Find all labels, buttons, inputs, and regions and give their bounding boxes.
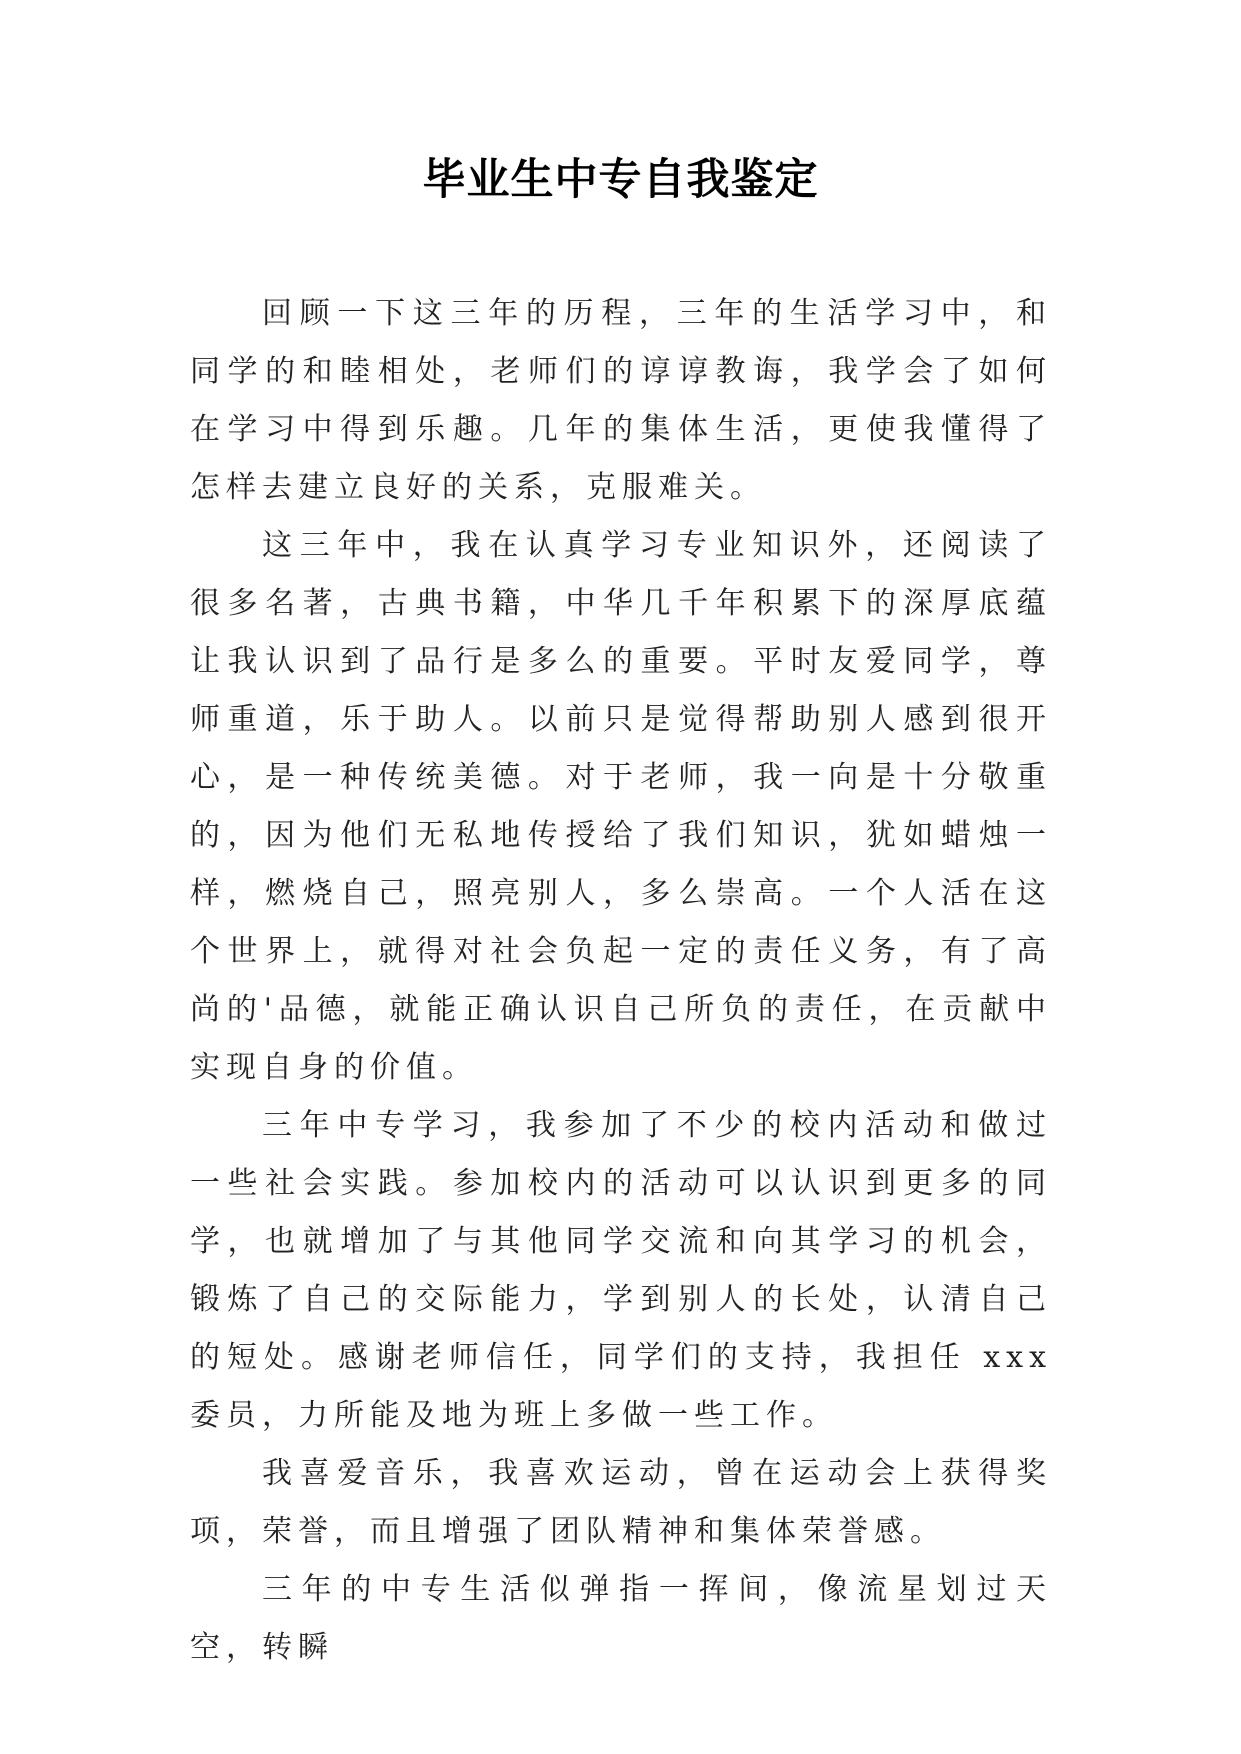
paragraph-4: 我喜爱音乐，我喜欢运动，曾在运动会上获得奖项，荣誉，而且增强了团队精神和集体荣誉感。 bbox=[190, 1456, 1052, 1549]
document-body bbox=[190, 285, 1052, 1677]
paragraph-3: 三年中专学习，我参加了不少的校内活动和做过一些社会实践。参加校内的活动可以认识到更多的同学，也就增加了与其他同学交流和向其学习的机会，锻炼了自己的交际能力，学到别人的长处，认清自己的短处。感谢老师信任，同学们的支持，我担任 xxx 委员，力所能及地为班上多做一些工作。 bbox=[190, 1108, 1052, 1433]
paragraph-1: 回顾一下这三年的历程，三年的生活学习中，和同学的和睦相处，老师们的谆谆教诲，我学会了如何在学习中得到乐趣。几年的集体生活，更使我懂得了怎样去建立良好的关系，克服难关。 bbox=[190, 296, 1052, 505]
paragraph-5: 三年的中专生活似弹指一挥间，像流星划过天空，转瞬 bbox=[190, 1572, 1052, 1665]
document-title: 毕业生中专自我鉴定 bbox=[422, 155, 819, 205]
paragraph-2: 这三年中，我在认真学习专业知识外，还阅读了很多名著，古典书籍，中华几千年积累下的深厚底蕴让我认识到了品行是多么的重要。平时友爱同学，尊师重道，乐于助人。以前只是觉得帮助别人感到很开心，是一种传统美德。对于老师，我一向是十分敬重的，因为他们无私地传授给了我们知识，犹如蜡烛一样，燃烧自己，照亮别人，多么崇高。一个人活在这个世界上，就得对社会负起一定的责任义务，有了高尚的'品德，就能正确认识自己所负的责任，在贡献中实现自身的价值。 bbox=[190, 528, 1052, 1085]
